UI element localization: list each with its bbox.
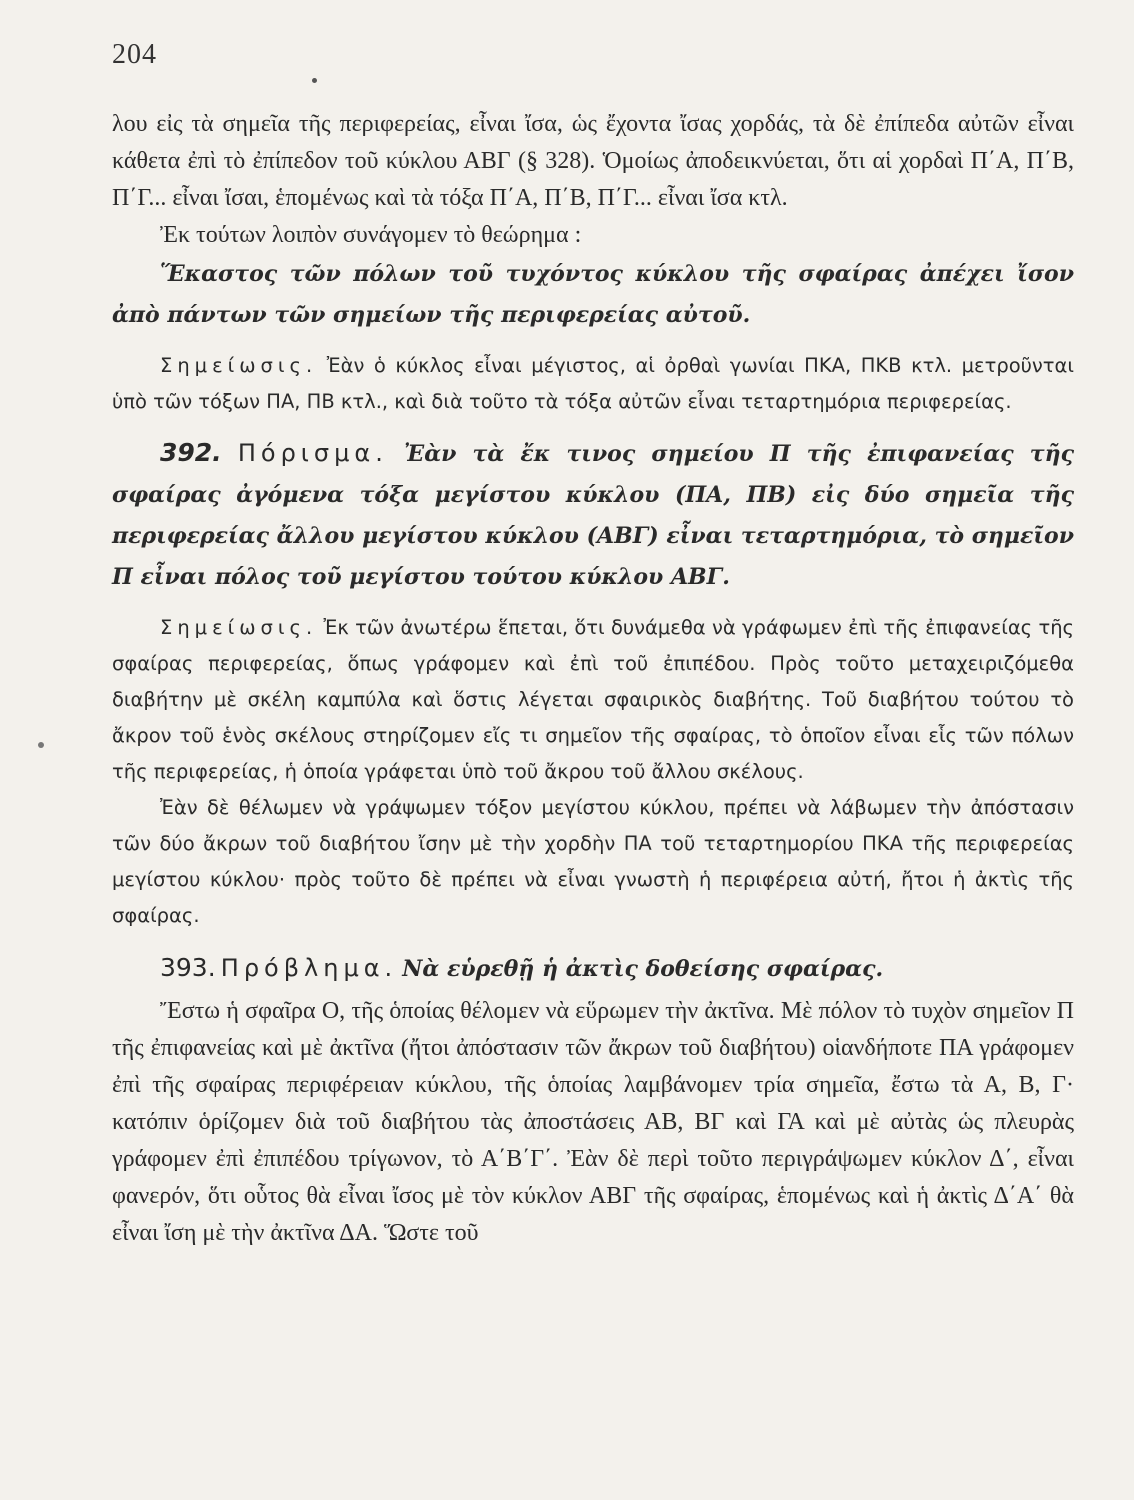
note-2-label: Σημείωσις. (160, 615, 318, 639)
page-number: 204 (112, 39, 157, 70)
section-393-number: 393. (160, 952, 216, 982)
note-1-text: Ἐὰν ὁ κύκλος εἶναι μέγιστος, αἱ ὀρθαὶ γωνίαι ΠΚΑ, ΠΚΒ κτλ. μετροῦνται ὑπὸ τῶν τόξων ΠΑ, ΠΒ κτλ., καὶ διὰ τοῦτο τὰ τόξα αὐτῶν εἶναι τεταρτημόρια περιφερείας. (112, 353, 1074, 413)
theorem-statement: Ἕκαστος τῶν πόλων τοῦ τυχόντος κύκλου τῆς σφαίρας ἀπέχει ἴσον ἀπὸ πάντων τῶν σημείων τῆς περιφερείας αὐτοῦ. (112, 260, 1074, 328)
section-393-title: Νὰ εὑρεθῇ ἡ ἀκτὶς δοθείσης σφαίρας. (402, 955, 884, 982)
note-2-text: Ἐκ τῶν ἀνωτέρω ἕπεται, ὅτι δυνάμεθα νὰ γράφωμεν ἐπὶ τῆς ἐπιφανείας τῆς σφαίρας περιφερείας, ὅπως γράφομεν καὶ ἐπὶ τοῦ ἐπιπέδου. Πρὸς τοῦτο μεταχειριζόμεθα διαβήτην μὲ σκέλη καμπύλα καὶ ὅστις λέγεται σφαιρικὸς διαβήτης. Τοῦ διαβήτου τούτου τὸ ἄκρον τοῦ ἑνὸς σκέλους στηρίζομεν εἴς τι σημεῖον τῆς σφαίρας, τὸ ὁποῖον εἶναι εἷς τῶν πόλων τῆς περιφερείας, ἡ ὁποία γράφεται ὑπὸ τοῦ ἄκρου τοῦ ἄλλου σκέλους. (112, 615, 1074, 783)
paragraph-great-circle: Ἐὰν δὲ θέλωμεν νὰ γράψωμεν τόξον μεγίστου κύκλου, πρέπει νὰ λάβωμεν τὴν ἀπόστασιν τῶν δύο ἄκρων τοῦ διαβήτου ἴσην μὲ τὴν χορδὴν ΠΑ τοῦ τεταρτημορίου ΠΚΑ τῆς περιφερείας μεγίστου κύκλου· πρὸς τοῦτο δὲ πρέπει νὰ εἶναι γνωστὴ ἡ περιφέρεια αὐτή, ἤτοι ἡ ἀκτὶς τῆς σφαίρας. (112, 795, 1074, 927)
print-dot (312, 78, 317, 83)
margin-dot (38, 742, 44, 748)
paragraph-continuation: λου εἰς τὰ σημεῖα τῆς περιφερείας, εἶναι ἴσα, ὡς ἔχοντα ἴσας χορδάς, τὰ δὲ ἐπίπεδα αὐτῶν εἶναι κάθετα ἐπὶ τὸ ἐπίπεδον τοῦ κύκλου ΑΒΓ (§ 328). Ὁμοίως ἀποδεικνύεται, ὅτι αἱ χορδαὶ Π΄Α, Π΄Β, Π΄Γ... εἶναι ἴσαι, ἑπομένως καὶ τὰ τόξα Π΄Α, Π΄Β, Π΄Γ... εἶναι ἴσα κτλ. (112, 110, 1074, 211)
section-393-heading (112, 946, 1074, 993)
note-1-label: Σημείωσις. (160, 353, 318, 377)
paragraph-problem-solution: Ἔστω ἡ σφαῖρα Ο, τῆς ὁποίας θέλομεν νὰ εὕρωμεν τὴν ἀκτῖνα. Μὲ πόλον τὸ τυχὸν σημεῖον Π τῆς ἐπιφανείας καὶ μὲ ἀκτῖνα (ἤτοι ἀπόστασιν τῶν ἄκρων τοῦ διαβήτου) οἱανδήποτε ΠΑ γράφομεν ἐπὶ τῆς σφαίρας περιφέρειαν κύκλου, τῆς ὁποίας λαμβάνομεν τρία σημεῖα, ἔστω τὰ Α, Β, Γ· κατόπιν ὁρίζομεν διὰ τοῦ διαβήτου τὰς ἀποστάσεις ΑΒ, ΒΓ καὶ ΓΑ καὶ μὲ αὐτὰς ὡς πλευρὰς γράφομεν ἐπὶ ἐπιπέδου τρίγωνον, τὸ Α΄Β΄Γ΄. Ἐὰν δὲ περὶ τοῦτο περιγράψωμεν κύκλον Δ΄, εἶναι φανερόν, ὅτι οὗτος θὰ εἶναι ἴσος μὲ τὸν κύκλον ΑΒΓ τῆς σφαίρας, ἑπομένως καὶ ἡ ἀκτὶς Δ΄Α΄ θὰ εἶναι ἴση μὲ τὴν ἀκτῖνα ΔΑ. Ὥστε τοῦ (112, 997, 1074, 1246)
section-392-label: Πόρισμα. (237, 438, 388, 467)
note-2 (112, 610, 1074, 790)
section-393-label: Πρόβλημα. (220, 953, 398, 982)
section-392-text: Ἐὰν τὰ ἔκ τινος σημείου Π τῆς ἐπιφανείας τῆς σφαίρας ἀγόμενα τόξα μεγίστου κύκλου (ΠΑ, ΠΒ) εἰς δύο σημεῖα τῆς περιφερείας ἄλλου μεγίστου κύκλου (ΑΒΓ) εἶναι τεταρτημόρια, τὸ σημεῖον Π εἶναι πόλος τοῦ μεγίστου τούτου κύκλου ΑΒΓ. (112, 440, 1074, 590)
section-392 (112, 432, 1074, 598)
section-392-number: 392. (160, 437, 222, 467)
note-1 (112, 348, 1074, 420)
paragraph-theorem-intro: Ἐκ τούτων λοιπὸν συνάγομεν τὸ θεώρημα : (160, 221, 582, 248)
